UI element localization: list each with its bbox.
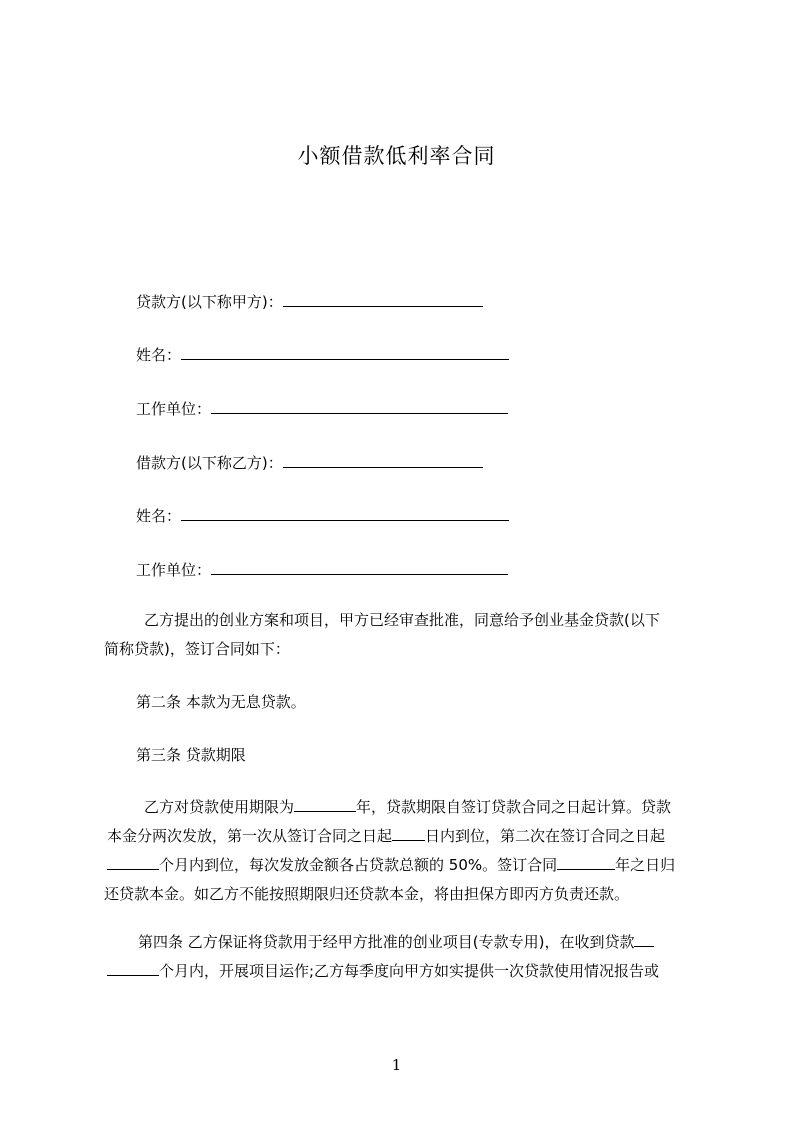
lender-name-field	[136, 344, 509, 365]
article-3-line-4: 还贷款本金。如乙方不能按照期限归还贷款本金，将由担保方即丙方负责还款。	[104, 885, 630, 903]
lender-employer-label: 工作单位：	[136, 400, 212, 418]
article-3-line-2	[104, 822, 700, 851]
article-3-text-3a: 个月内到位，每次发放金额各占贷款总额的 50%。签订合同	[159, 856, 558, 874]
borrower-name-field	[136, 505, 509, 526]
article-3-line-1	[104, 793, 700, 822]
lender-blank	[283, 291, 483, 307]
days-blank	[392, 825, 425, 841]
lender-field	[136, 291, 483, 312]
intro-paragraph	[104, 606, 700, 664]
borrower-name-label: 姓名：	[136, 507, 182, 525]
article-3-text-1b: 年，贷款期限自签订贷款合同之日起计算。贷款	[356, 798, 672, 816]
borrower-field	[136, 452, 483, 473]
article-4-line-1	[104, 928, 700, 957]
borrower-name-blank	[181, 505, 509, 521]
borrower-employer-field	[136, 559, 508, 580]
lender-employer-field	[136, 398, 508, 419]
lender-employer-blank	[211, 398, 508, 414]
intro-line-1: 乙方提出的创业方案和项目，甲方已经审查批准，同意给予创业基金贷款(以下	[144, 611, 660, 629]
article-3-text-1a: 乙方对贷款使用期限为	[144, 798, 295, 816]
borrower-label: 借款方(以下称乙方)：	[136, 454, 283, 472]
lender-name-blank	[181, 344, 509, 360]
borrower-blank	[283, 452, 483, 468]
project-months-blank	[107, 960, 159, 976]
article-3-paragraph	[104, 793, 700, 909]
article-3-text-2a: 本金分两次发放，第一次从签订合同之日起	[107, 827, 393, 845]
borrower-employer-blank	[211, 559, 508, 575]
page-number: 1	[391, 1056, 402, 1074]
article-3-text-2b: 日内到位，第二次在签订合同之日起	[425, 827, 666, 845]
months-blank	[107, 854, 159, 870]
borrower-employer-label: 工作单位：	[136, 561, 212, 579]
lender-label: 贷款方(以下称甲方)：	[136, 293, 283, 311]
article-2: 第二条 本款为无息贷款。	[136, 693, 306, 711]
article-4-text-1: 第四条 乙方保证将贷款用于经甲方批准的创业项目(专款专用)，在收到贷款	[138, 933, 635, 951]
intro-line-2: 简称贷款)，签订合同如下：	[104, 640, 290, 658]
article-4-line-2	[104, 957, 700, 986]
article-3-line-3	[104, 851, 700, 880]
article-4-paragraph	[104, 928, 700, 986]
receipt-blank	[634, 931, 654, 947]
article-3-text-3b: 年之日归	[615, 856, 676, 874]
lender-name-label: 姓名：	[136, 346, 182, 364]
article-4-text-2: 个月内，开展项目运作;乙方每季度向甲方如实提供一次贷款使用情况报告或	[159, 962, 660, 980]
years-blank	[557, 854, 615, 870]
term-blank	[294, 796, 356, 812]
document-title: 小额借款低利率合同	[297, 144, 496, 168]
article-3-heading: 第三条 贷款期限	[136, 746, 246, 764]
